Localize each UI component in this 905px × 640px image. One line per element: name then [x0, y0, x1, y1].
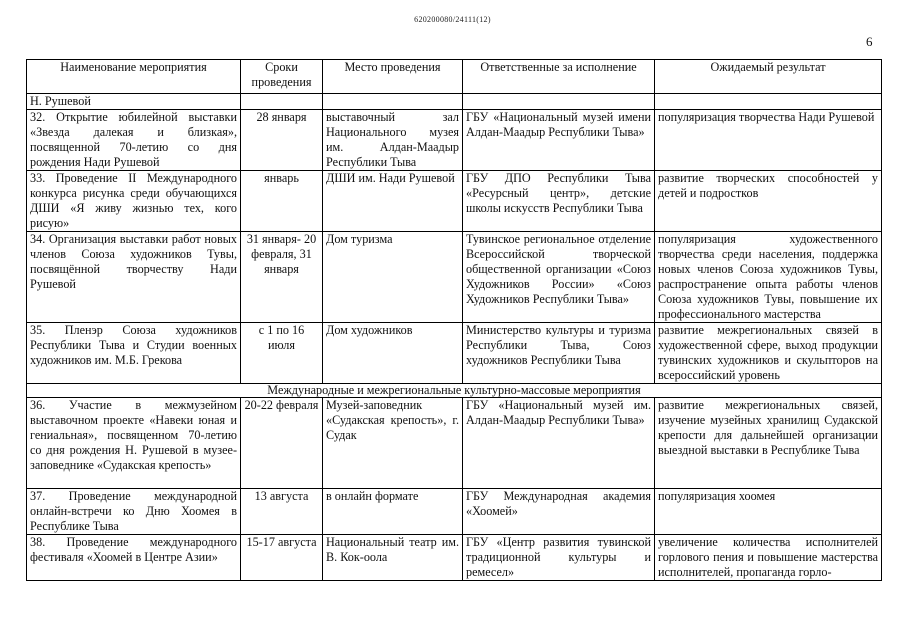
table-row	[27, 232, 882, 323]
section-continued-cell: Н. Рушевой	[27, 94, 241, 110]
event-result: развитие творческих способностей у детей и подростков	[655, 171, 882, 232]
event-responsible: Министерство культуры и туризма Республики Тыва, Союз художников Республики Тыва	[463, 323, 655, 384]
event-result: развитие межрегиональных связей, изучение музейных хранилищ Судакской крепости для дальнейшей организации выездной выставки в Республике Тыва	[655, 398, 882, 489]
event-result: популяризация художественного творчества среди населения, поддержка новых членов Союза художников Тувы, распространение опыта работы членов Союза художников Тувы, повышение их профессионального мастерства	[655, 232, 882, 323]
header-name: Наименование мероприятия	[27, 60, 241, 94]
event-name: 32. Открытие юбилейной выставки «Звезда далекая и близкая», посвященной 70-летию со дня рождения Нади Рушевой	[27, 110, 241, 171]
event-place: Дом туризма	[323, 232, 463, 323]
event-responsible: ГБУ Международная академия «Хоомей»	[463, 489, 655, 535]
document-id: 620200080/24111(12)	[414, 15, 491, 24]
event-date: 20-22 февраля	[241, 398, 323, 489]
header-place: Место проведения	[323, 60, 463, 94]
table-row	[27, 323, 882, 384]
table-header-row	[27, 60, 882, 94]
event-responsible: ГБУ «Национальный музей имени Алдан-Маадыр Республики Тыва»	[463, 110, 655, 171]
table-row	[27, 489, 882, 535]
event-date: с 1 по 16 июля	[241, 323, 323, 384]
event-responsible: ГБУ ДПО Республики Тыва «Ресурсный центр», детские школы искусств Республики Тыва	[463, 171, 655, 232]
section-continued-row	[27, 94, 882, 110]
event-name: 36. Участие в межмузейном выставочном проекте «Навеки юная и гениальная», посвященном 70-летию со дня рождения Н. Рушевой в музее-заповеднике «Судакская крепость»	[27, 398, 241, 489]
event-name: 34. Организация выставки работ новых членов Союза художников Тувы, посвящённой творчеству Нади Рушевой	[27, 232, 241, 323]
event-date: 28 января	[241, 110, 323, 171]
event-name: 38. Проведение международного фестиваля «Хоомей в Центре Азии»	[27, 535, 241, 581]
event-place: Национальный театр им. В. Кок-оола	[323, 535, 463, 581]
event-place: Музей-заповедник «Судакская крепость», г. Судак	[323, 398, 463, 489]
event-place: в онлайн формате	[323, 489, 463, 535]
event-name: 33. Проведение II Международного конкурса рисунка среди обучающихся ДШИ «Я живу жизнью тех, кого рисую»	[27, 171, 241, 232]
event-date: январь	[241, 171, 323, 232]
header-dates: Сроки проведения	[241, 60, 323, 94]
header-result: Ожидаемый результат	[655, 60, 882, 94]
event-responsible: Тувинское региональное отделение Всероссийской творческой общественной организации «Союз Художников России» «Союз Художников Республики Тыва»	[463, 232, 655, 323]
section-title: Международные и межрегиональные культурно-массовые мероприятия	[27, 384, 882, 398]
header-responsible: Ответственные за исполнение	[463, 60, 655, 94]
event-place: выставочный зал Национального музея им. Алдан-Маадыр Республики Тыва	[323, 110, 463, 171]
event-result: популяризация хоомея	[655, 489, 882, 535]
table-row	[27, 535, 882, 581]
event-place: Дом художников	[323, 323, 463, 384]
section-title-row	[27, 384, 882, 398]
event-date: 13 августа	[241, 489, 323, 535]
event-result: популяризация творчества Нади Рушевой	[655, 110, 882, 171]
event-result: увеличение количества исполнителей горлового пения и повышение мастерства исполнителей, пропаганда горло-	[655, 535, 882, 581]
event-name: 35. Пленэр Союза художников Республики Тыва и Студии военных художников им. М.Б. Грекова	[27, 323, 241, 384]
event-place: ДШИ им. Нади Рушевой	[323, 171, 463, 232]
table-row	[27, 398, 882, 489]
table-row	[27, 110, 882, 171]
events-table	[26, 59, 882, 581]
event-result: развитие межрегиональных связей в художественной сфере, выход продукции тувинских художников и скульпторов на всероссийский уровень	[655, 323, 882, 384]
event-responsible: ГБУ «Центр развития тувинской традиционной культуры и ремесел»	[463, 535, 655, 581]
event-date: 31 января- 20 февраля, 31 января	[241, 232, 323, 323]
page-number: 6	[866, 34, 873, 49]
event-name: 37. Проведение международной онлайн-встречи ко Дню Хоомея в Республике Тыва	[27, 489, 241, 535]
event-responsible: ГБУ «Национальный музей им. Алдан-Маадыр Республики Тыва»	[463, 398, 655, 489]
table-row	[27, 171, 882, 232]
event-date: 15-17 августа	[241, 535, 323, 581]
